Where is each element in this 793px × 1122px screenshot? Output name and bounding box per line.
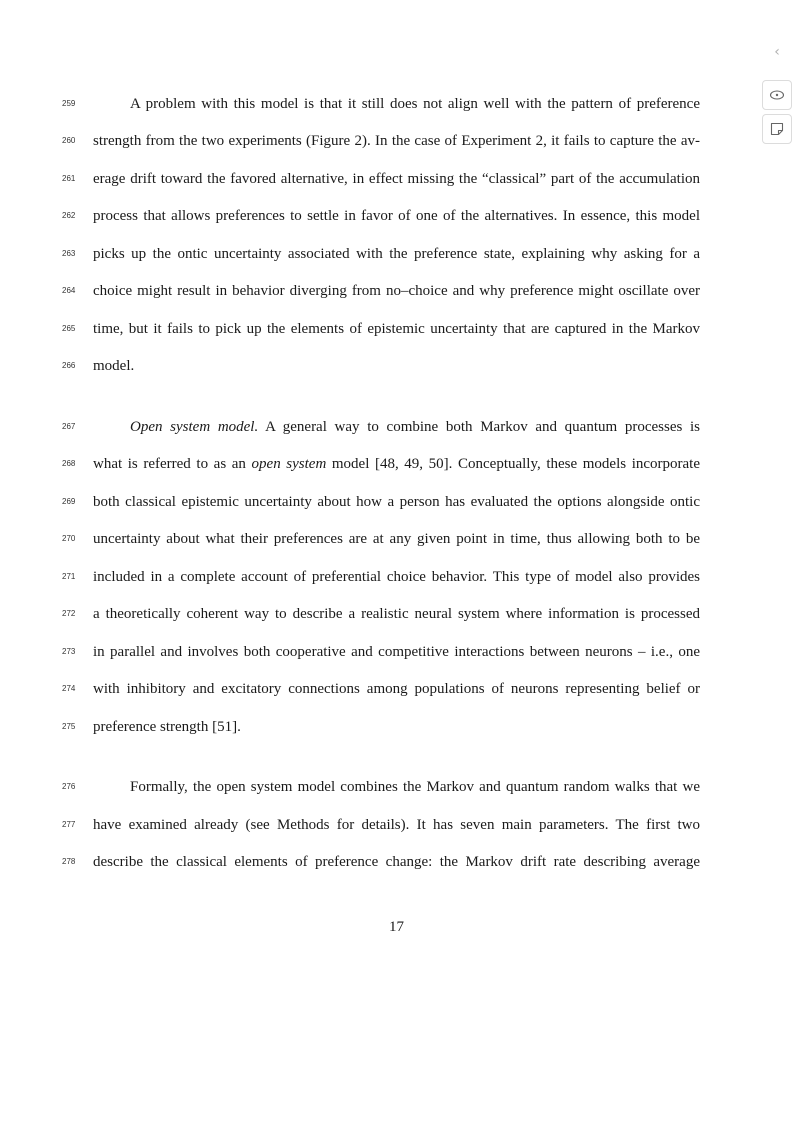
text-line: model. <box>93 358 135 374</box>
line-number: 271 <box>62 572 76 581</box>
text-line: choice might result in behavior diverging from no–choice and why preference might oscillate over <box>93 283 700 299</box>
text-line: Open system model. A general way to combine both Markov and quantum processes is <box>130 419 700 435</box>
line-number: 262 <box>62 211 76 220</box>
text-line: in parallel and involves both cooperative and competitive interactions between neurons – i.e., one <box>93 644 700 660</box>
text-line: with inhibitory and excitatory connections among populations of neurons representing belief or <box>93 681 700 697</box>
line-number: 259 <box>62 99 76 108</box>
line-number: 273 <box>62 647 76 656</box>
text-line: have examined already (see Methods for details). It has seven main parameters. The first two <box>93 817 700 833</box>
line-number: 272 <box>62 609 76 618</box>
chevron-left-icon[interactable]: ‹ <box>774 44 780 60</box>
sticky-note-icon <box>769 121 785 137</box>
line-number: 276 <box>62 782 76 791</box>
line-number: 261 <box>62 174 76 183</box>
text-line: picks up the ontic uncertainty associated with the preference state, explaining why asking for a <box>93 246 700 262</box>
line-number: 268 <box>62 459 76 468</box>
line-number: 278 <box>62 857 76 866</box>
text-line: time, but it fails to pick up the elements of epistemic uncertainty that are captured in the Markov <box>93 321 700 337</box>
text-line: strength from the two experiments (Figure 2). In the case of Experiment 2, it fails to capture the av- <box>93 133 700 149</box>
italic-term: open system <box>251 456 327 472</box>
line-number: 263 <box>62 249 76 258</box>
text-line: A problem with this model is that it still does not align well with the pattern of preference <box>130 96 700 112</box>
line-number: 269 <box>62 497 76 506</box>
line-number: 267 <box>62 422 76 431</box>
line-number: 266 <box>62 361 76 370</box>
line-number: 260 <box>62 136 76 145</box>
text-line: both classical epistemic uncertainty about how a person has evaluated the options alongside ontic <box>93 494 700 510</box>
note-button[interactable] <box>762 114 792 144</box>
line-number: 275 <box>62 722 76 731</box>
line-number: 274 <box>62 684 76 693</box>
text-line: included in a complete account of preferential choice behavior. This type of model also provides <box>93 569 700 585</box>
page-number: 17 <box>389 919 404 935</box>
text-line: a theoretically coherent way to describe a realistic neural system where information is processed <box>93 606 700 622</box>
line-number: 277 <box>62 820 76 829</box>
section-heading-italic: Open system model. <box>130 419 259 435</box>
view-button[interactable] <box>762 80 792 110</box>
text-line: describe the classical elements of preference change: the Markov drift rate describing average <box>93 854 700 870</box>
text-line: erage drift toward the favored alternative, in effect missing the “classical” part of the accumulation <box>93 171 700 187</box>
text-line: uncertainty about what their preferences are at any given point in time, thus allowing both to be <box>93 531 700 547</box>
eye-icon <box>769 87 785 103</box>
line-number: 270 <box>62 534 76 543</box>
text-line: preference strength [51]. <box>93 719 241 735</box>
text-line: what is referred to as an open system model [48, 49, 50]. Conceptually, these models incorporate <box>93 456 700 472</box>
line-number: 264 <box>62 286 76 295</box>
line-number: 265 <box>62 324 76 333</box>
text-line: Formally, the open system model combines the Markov and quantum random walks that we <box>130 779 700 795</box>
text-line: process that allows preferences to settle in favor of one of the alternatives. In essence, this model <box>93 208 700 224</box>
